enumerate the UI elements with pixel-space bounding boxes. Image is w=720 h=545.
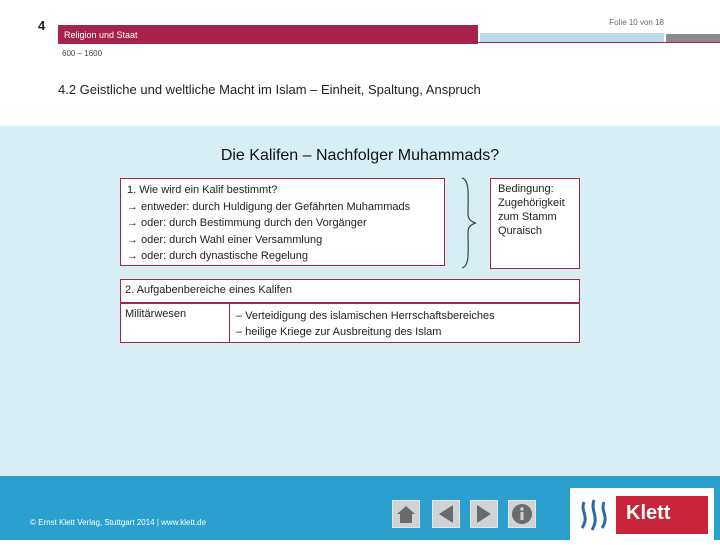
condition-line: Quraisch [498, 225, 543, 237]
klett-logo [570, 488, 714, 540]
chapter-number: 4 [38, 18, 46, 33]
task-item: – heilige Kriege zur Ausbreitung des Islam [236, 326, 442, 338]
logo-text: Klett [626, 502, 671, 524]
question2-box [120, 279, 580, 303]
page-title: Die Kalifen – Nachfolger Muhammads? [220, 147, 500, 164]
area-label-cell [120, 303, 230, 343]
condition-line: zum Stamm [498, 211, 557, 223]
period-label: 600 – 1600 [62, 49, 103, 58]
question2-heading: 2. Aufgabenbereiche eines Kalifen [125, 284, 292, 296]
slide-counter: Folie 10 von 18 [609, 18, 664, 27]
question1-option: → oder: durch dynastische Regelung [127, 250, 308, 262]
info-button[interactable] [508, 500, 536, 528]
tasks-cell [230, 303, 580, 343]
area-label: Militärwesen [125, 308, 187, 320]
condition-heading: Bedingung: [498, 183, 554, 195]
question1-box [120, 178, 445, 266]
chapter-title: Religion und Staat [64, 30, 138, 40]
info-icon [509, 501, 535, 527]
back-button[interactable] [432, 500, 460, 528]
condition-box [490, 178, 580, 269]
task-item: – Verteidigung des islamischen Herrschaftsbereiches [236, 310, 495, 322]
question1-option: → oder: durch Bestimmung durch den Vorgänger [127, 217, 367, 229]
back-icon [433, 501, 459, 527]
home-icon [393, 501, 419, 527]
copyright-text: © Ernst Klett Verlag, Stuttgart 2014 | www.klett.de [30, 518, 207, 527]
section-title: 4.2 Geistliche und weltliche Macht im Islam – Einheit, Spaltung, Anspruch [58, 82, 481, 97]
header-accent-tab [480, 33, 664, 42]
condition-line: Zugehörigkeit [498, 197, 565, 209]
curly-brace-icon [456, 176, 482, 270]
chapter-title-band [58, 25, 478, 44]
question1-option: → oder: durch Wahl einer Versammlung [127, 233, 323, 246]
home-button[interactable] [392, 500, 420, 528]
question1-heading: 1. Wie wird ein Kalif bestimmt? [127, 184, 278, 196]
forward-button[interactable] [470, 500, 498, 528]
forward-icon [471, 501, 497, 527]
question1-option: → entweder: durch Huldigung der Gefährten Muhammads [127, 200, 411, 213]
header-divider [478, 42, 720, 43]
